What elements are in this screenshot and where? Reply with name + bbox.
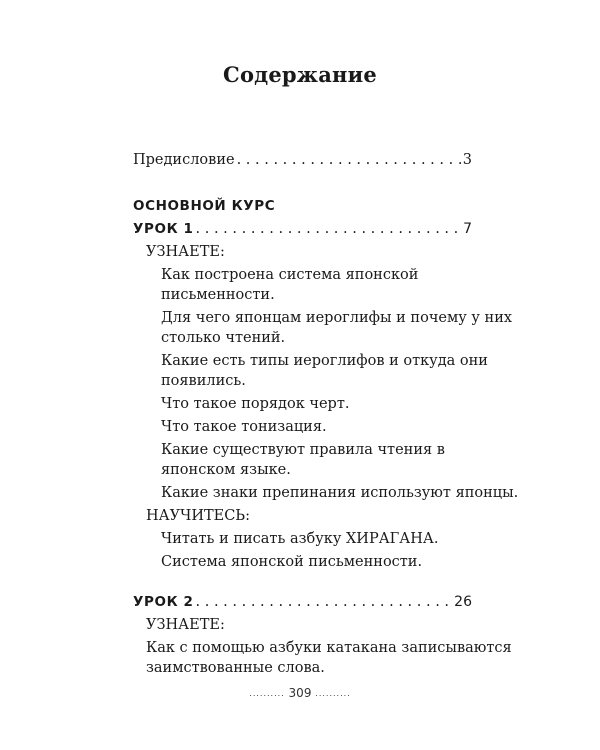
- list-item: Как построена система японской: [161, 267, 419, 283]
- list-item: Что такое порядок черт.: [161, 396, 350, 412]
- list-item: Какие знаки препинания используют японцы.: [161, 485, 519, 501]
- footer-dots-right: ..........: [315, 689, 351, 698]
- section-heading: ОСНОВНОЙ КУРС: [133, 198, 276, 214]
- list-item: Система японской письменности.: [161, 554, 423, 570]
- footer-dots-left: ..........: [249, 689, 285, 698]
- toc-entry-preface[interactable]: [133, 150, 472, 170]
- toc-entry-label: УРОК 2: [133, 594, 194, 610]
- list-item: Какие есть типы иероглифов и откуда они: [161, 353, 488, 369]
- toc-entry-label: Предисловие: [133, 152, 235, 168]
- learn-label: УЗНАЕТЕ:: [146, 617, 225, 633]
- page-footer: [0, 686, 600, 700]
- list-item: японском языке.: [161, 462, 291, 478]
- list-item: Как с помощью азбуки катакана записываются: [146, 640, 512, 656]
- toc-entry-lesson-2[interactable]: [133, 592, 472, 612]
- list-item: появились.: [161, 373, 246, 389]
- dot-leader: [196, 219, 462, 239]
- list-item: Что такое тонизация.: [161, 419, 327, 435]
- dot-leader: [196, 592, 453, 612]
- toc-entry-page: 26: [454, 594, 472, 610]
- skills-label: НАУЧИТЕСЬ:: [146, 508, 250, 524]
- list-item: письменности.: [161, 287, 275, 303]
- page-number: 309: [288, 686, 312, 700]
- list-item: заимствованные слова.: [146, 660, 325, 676]
- toc-entry-page: 7: [463, 221, 472, 237]
- list-item: Читать и писать азбуку ХИРАГАНА.: [161, 531, 439, 547]
- dot-leader: [237, 150, 461, 170]
- toc-entry-label: УРОК 1: [133, 221, 194, 237]
- list-item: столько чтений.: [161, 330, 286, 346]
- page-title: Содержание: [223, 62, 377, 87]
- learn-label: УЗНАЕТЕ:: [146, 244, 225, 260]
- list-item: Какие существуют правила чтения в: [161, 442, 445, 458]
- toc-entry-page: 3: [462, 152, 472, 168]
- list-item: Для чего японцам иероглифы и почему у них: [161, 310, 513, 326]
- toc-entry-lesson-1[interactable]: [133, 219, 472, 239]
